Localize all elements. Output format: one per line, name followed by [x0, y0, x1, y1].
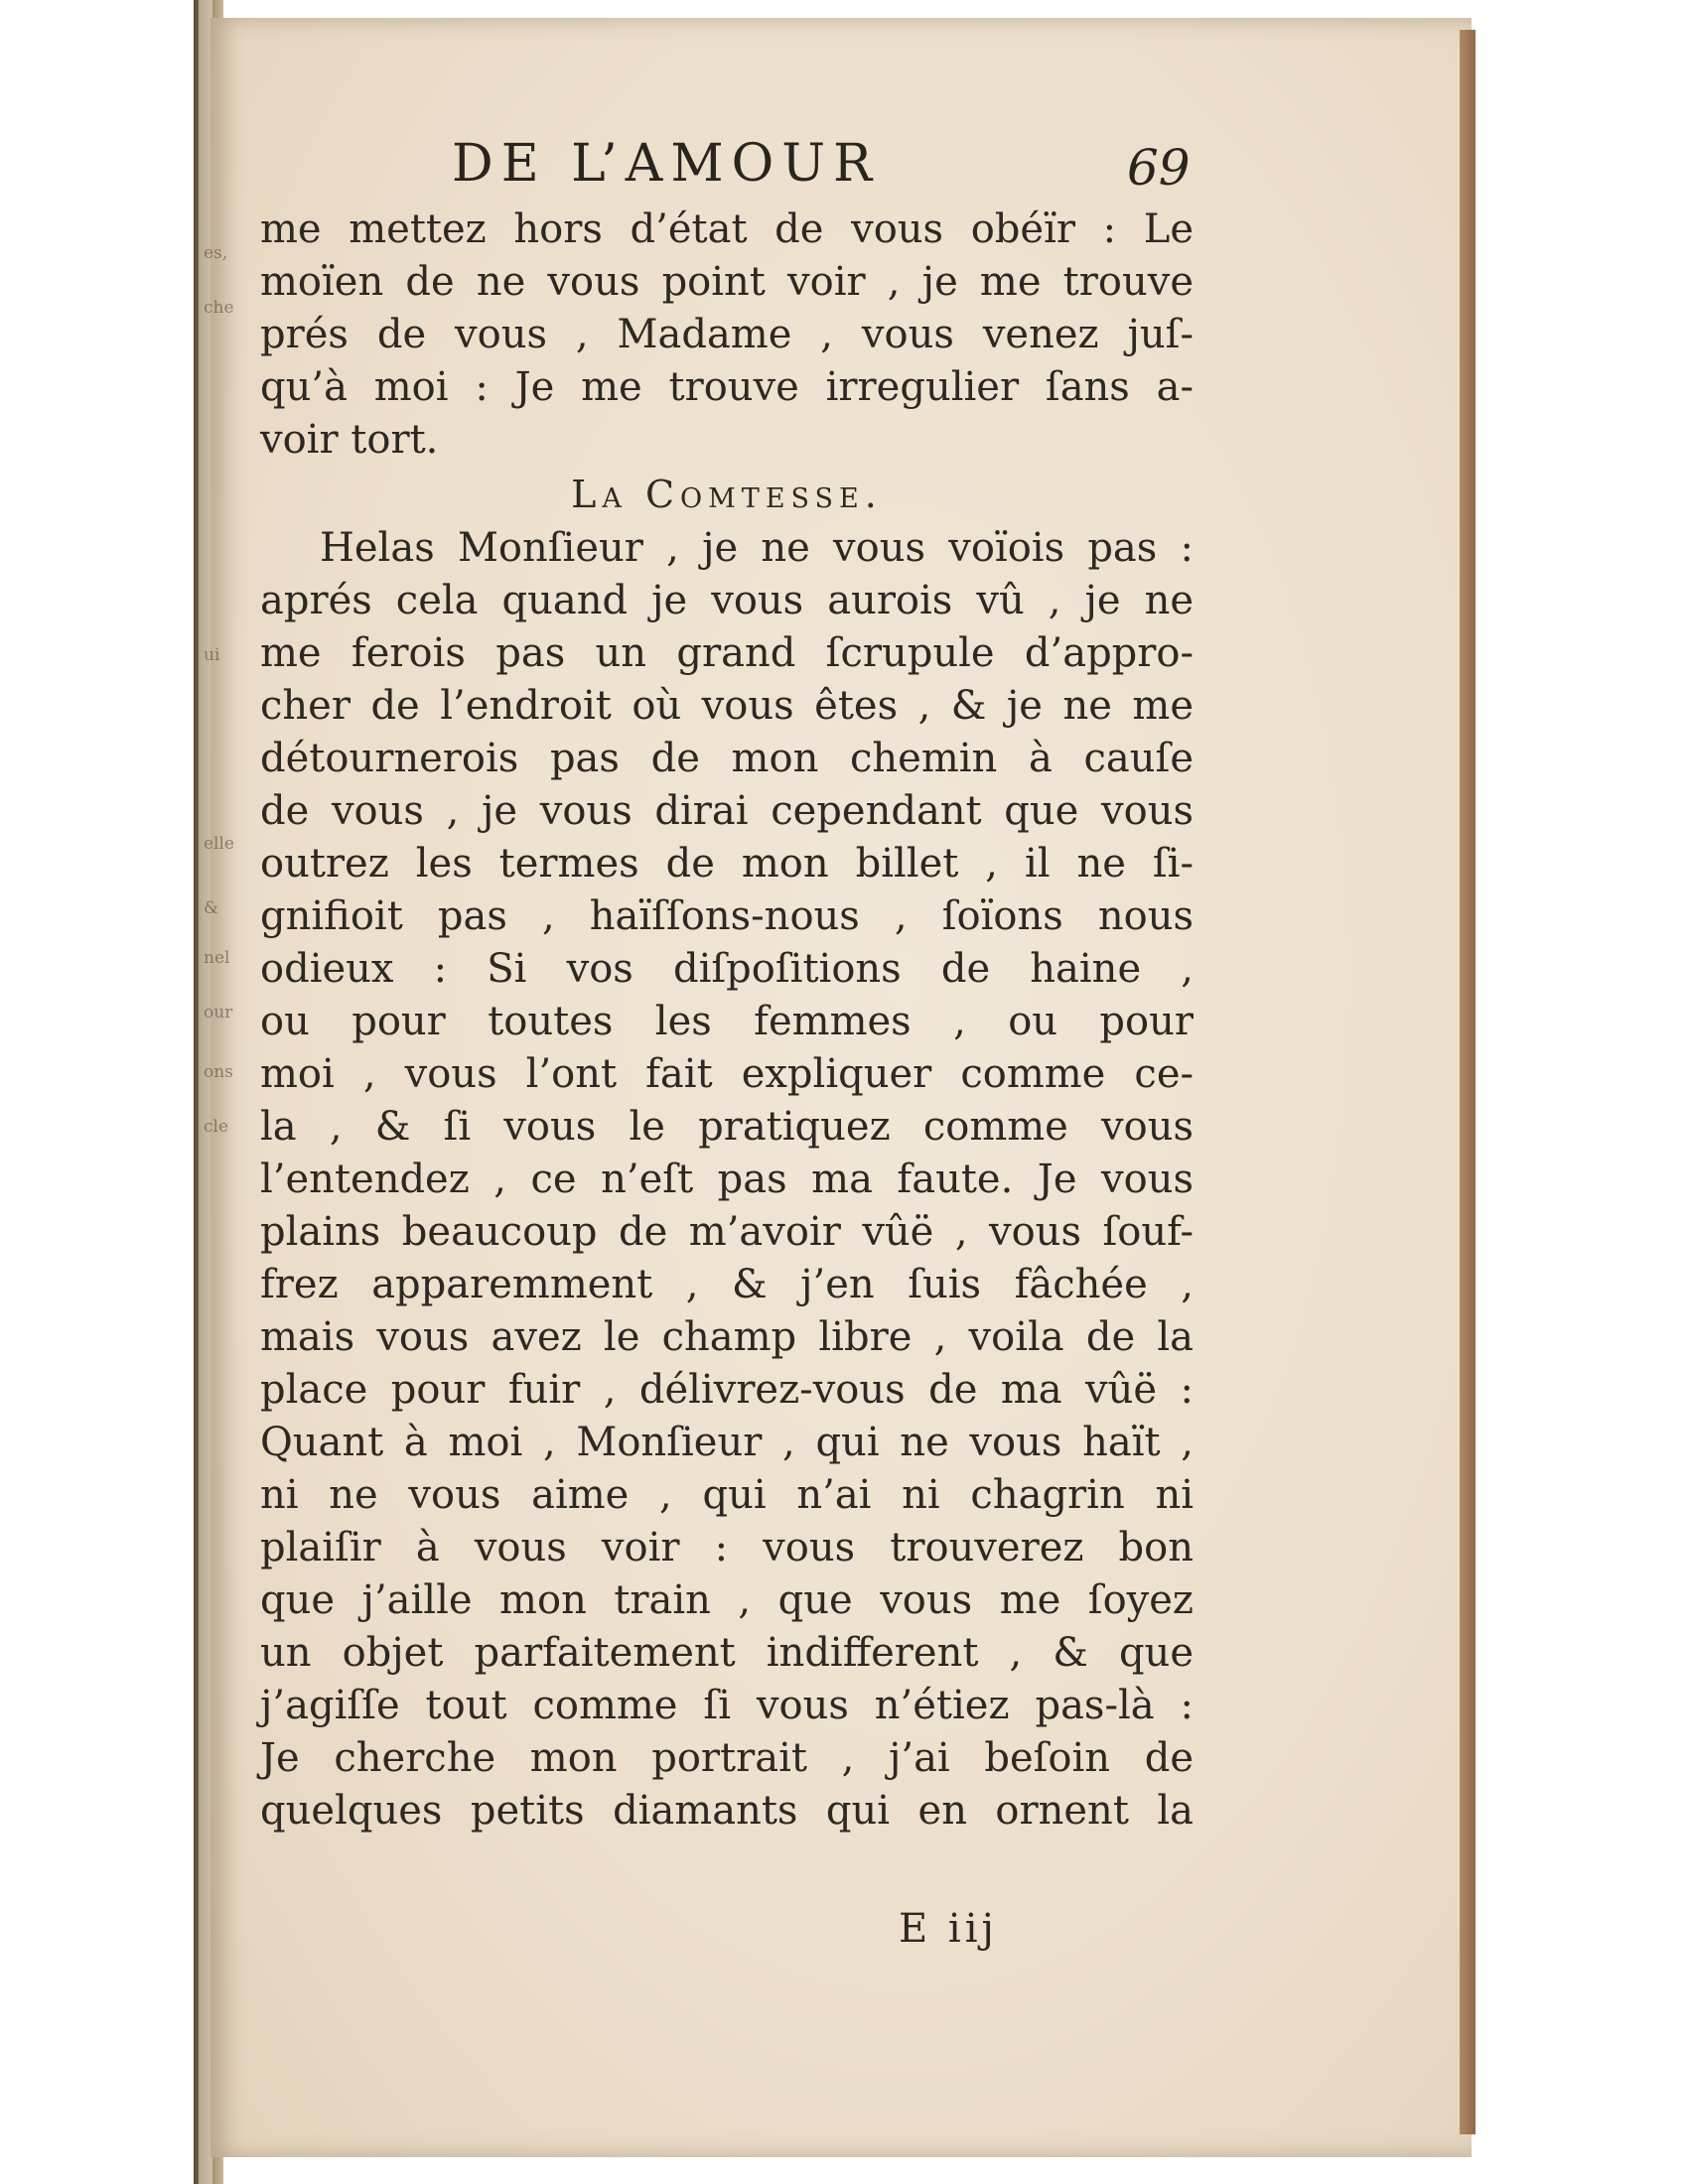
text-line: que j’aille mon train , que vous me ſoyez	[260, 1577, 1194, 1623]
text-line: me ferois pas un grand ſcrupule d’appro-	[260, 630, 1194, 676]
text-line: me mettez hors d’état de vous obéïr : Le	[260, 206, 1194, 252]
text-line: moïen de ne vous point voir , je me trouve	[260, 259, 1194, 305]
text-line: Quant à moi , Monſieur , qui ne vous haït ,	[260, 1420, 1194, 1465]
bleed-through-text: elle	[204, 834, 234, 854]
text-line: frez apparemment , & j’en ſuis fâchée ,	[260, 1262, 1194, 1307]
text-line: qu’à moi : Je me trouve irregulier ſans a-	[260, 364, 1194, 410]
text-line: ni ne vous aime , qui n’ai ni chagrin ni	[260, 1472, 1194, 1518]
running-head: DE L’AMOUR	[452, 134, 881, 194]
text-line: voir tort.	[260, 417, 439, 463]
text-line: odieux : Si vos diſpoſitions de haine ,	[260, 946, 1194, 992]
text-line: l’entendez , ce n’eſt pas ma faute. Je vous	[260, 1157, 1194, 1202]
bleed-through-text: ui	[204, 645, 220, 665]
text-line: mais vous avez le champ libre , voila de la	[260, 1314, 1194, 1360]
bleed-through-text: nel	[204, 948, 230, 968]
bleed-through-text: cle	[204, 1117, 229, 1137]
text-line: quelques petits diamants qui en ornent la	[260, 1788, 1194, 1834]
text-line: un objet parfaitement indifferent , & que	[260, 1630, 1194, 1676]
text-line: cher de l’endroit où vous êtes , & je ne me	[260, 683, 1194, 729]
text-line: aprés cela quand je vous aurois vû , je ne	[260, 578, 1194, 623]
text-line: outrez les termes de mon billet , il ne ſi-	[260, 841, 1194, 887]
text-line: gnifioit pas , haïſſons-nous , ſoïons nous	[260, 893, 1194, 939]
text-line: de vous , je vous dirai cependant que vous	[260, 788, 1194, 834]
page-number: 69	[1127, 139, 1191, 197]
text-line: la , & ſi vous le pratiquez comme vous	[260, 1104, 1194, 1150]
text-line: Je cherche mon portrait , j’ai beſoin de	[260, 1735, 1194, 1781]
speaker-heading: La Comtesse.	[571, 473, 883, 516]
text-line: prés de vous , Madame , vous venez juſ-	[260, 312, 1194, 357]
bleed-through-text: ons	[204, 1062, 233, 1082]
text-line: plaiſir à vous voir : vous trouverez bon	[260, 1525, 1194, 1570]
body-text	[260, 204, 1194, 1838]
bleed-through-text: che	[204, 298, 234, 318]
text-line: place pour fuir , délivrez-vous de ma vûë :	[260, 1367, 1194, 1413]
page-right-edge	[1460, 30, 1476, 2134]
text-line: Helas Monſieur , je ne vous voïois pas :	[320, 525, 1194, 571]
bleed-through-text: &	[204, 898, 219, 918]
bleed-through-text: our	[204, 1003, 233, 1023]
text-line: détournerois pas de mon chemin à cauſe	[260, 736, 1194, 781]
text-line: ou pour toutes les femmes , ou pour	[260, 999, 1194, 1044]
text-line: moi , vous l’ont fait expliquer comme ce-	[260, 1051, 1194, 1097]
bleed-through-text: es,	[204, 243, 228, 263]
signature-mark: E iij	[899, 1906, 998, 1952]
text-line: j’agiſſe tout comme ſi vous n’étiez pas-là :	[260, 1683, 1194, 1728]
text-line: plains beaucoup de m’avoir vûë , vous ſouf-	[260, 1209, 1194, 1255]
